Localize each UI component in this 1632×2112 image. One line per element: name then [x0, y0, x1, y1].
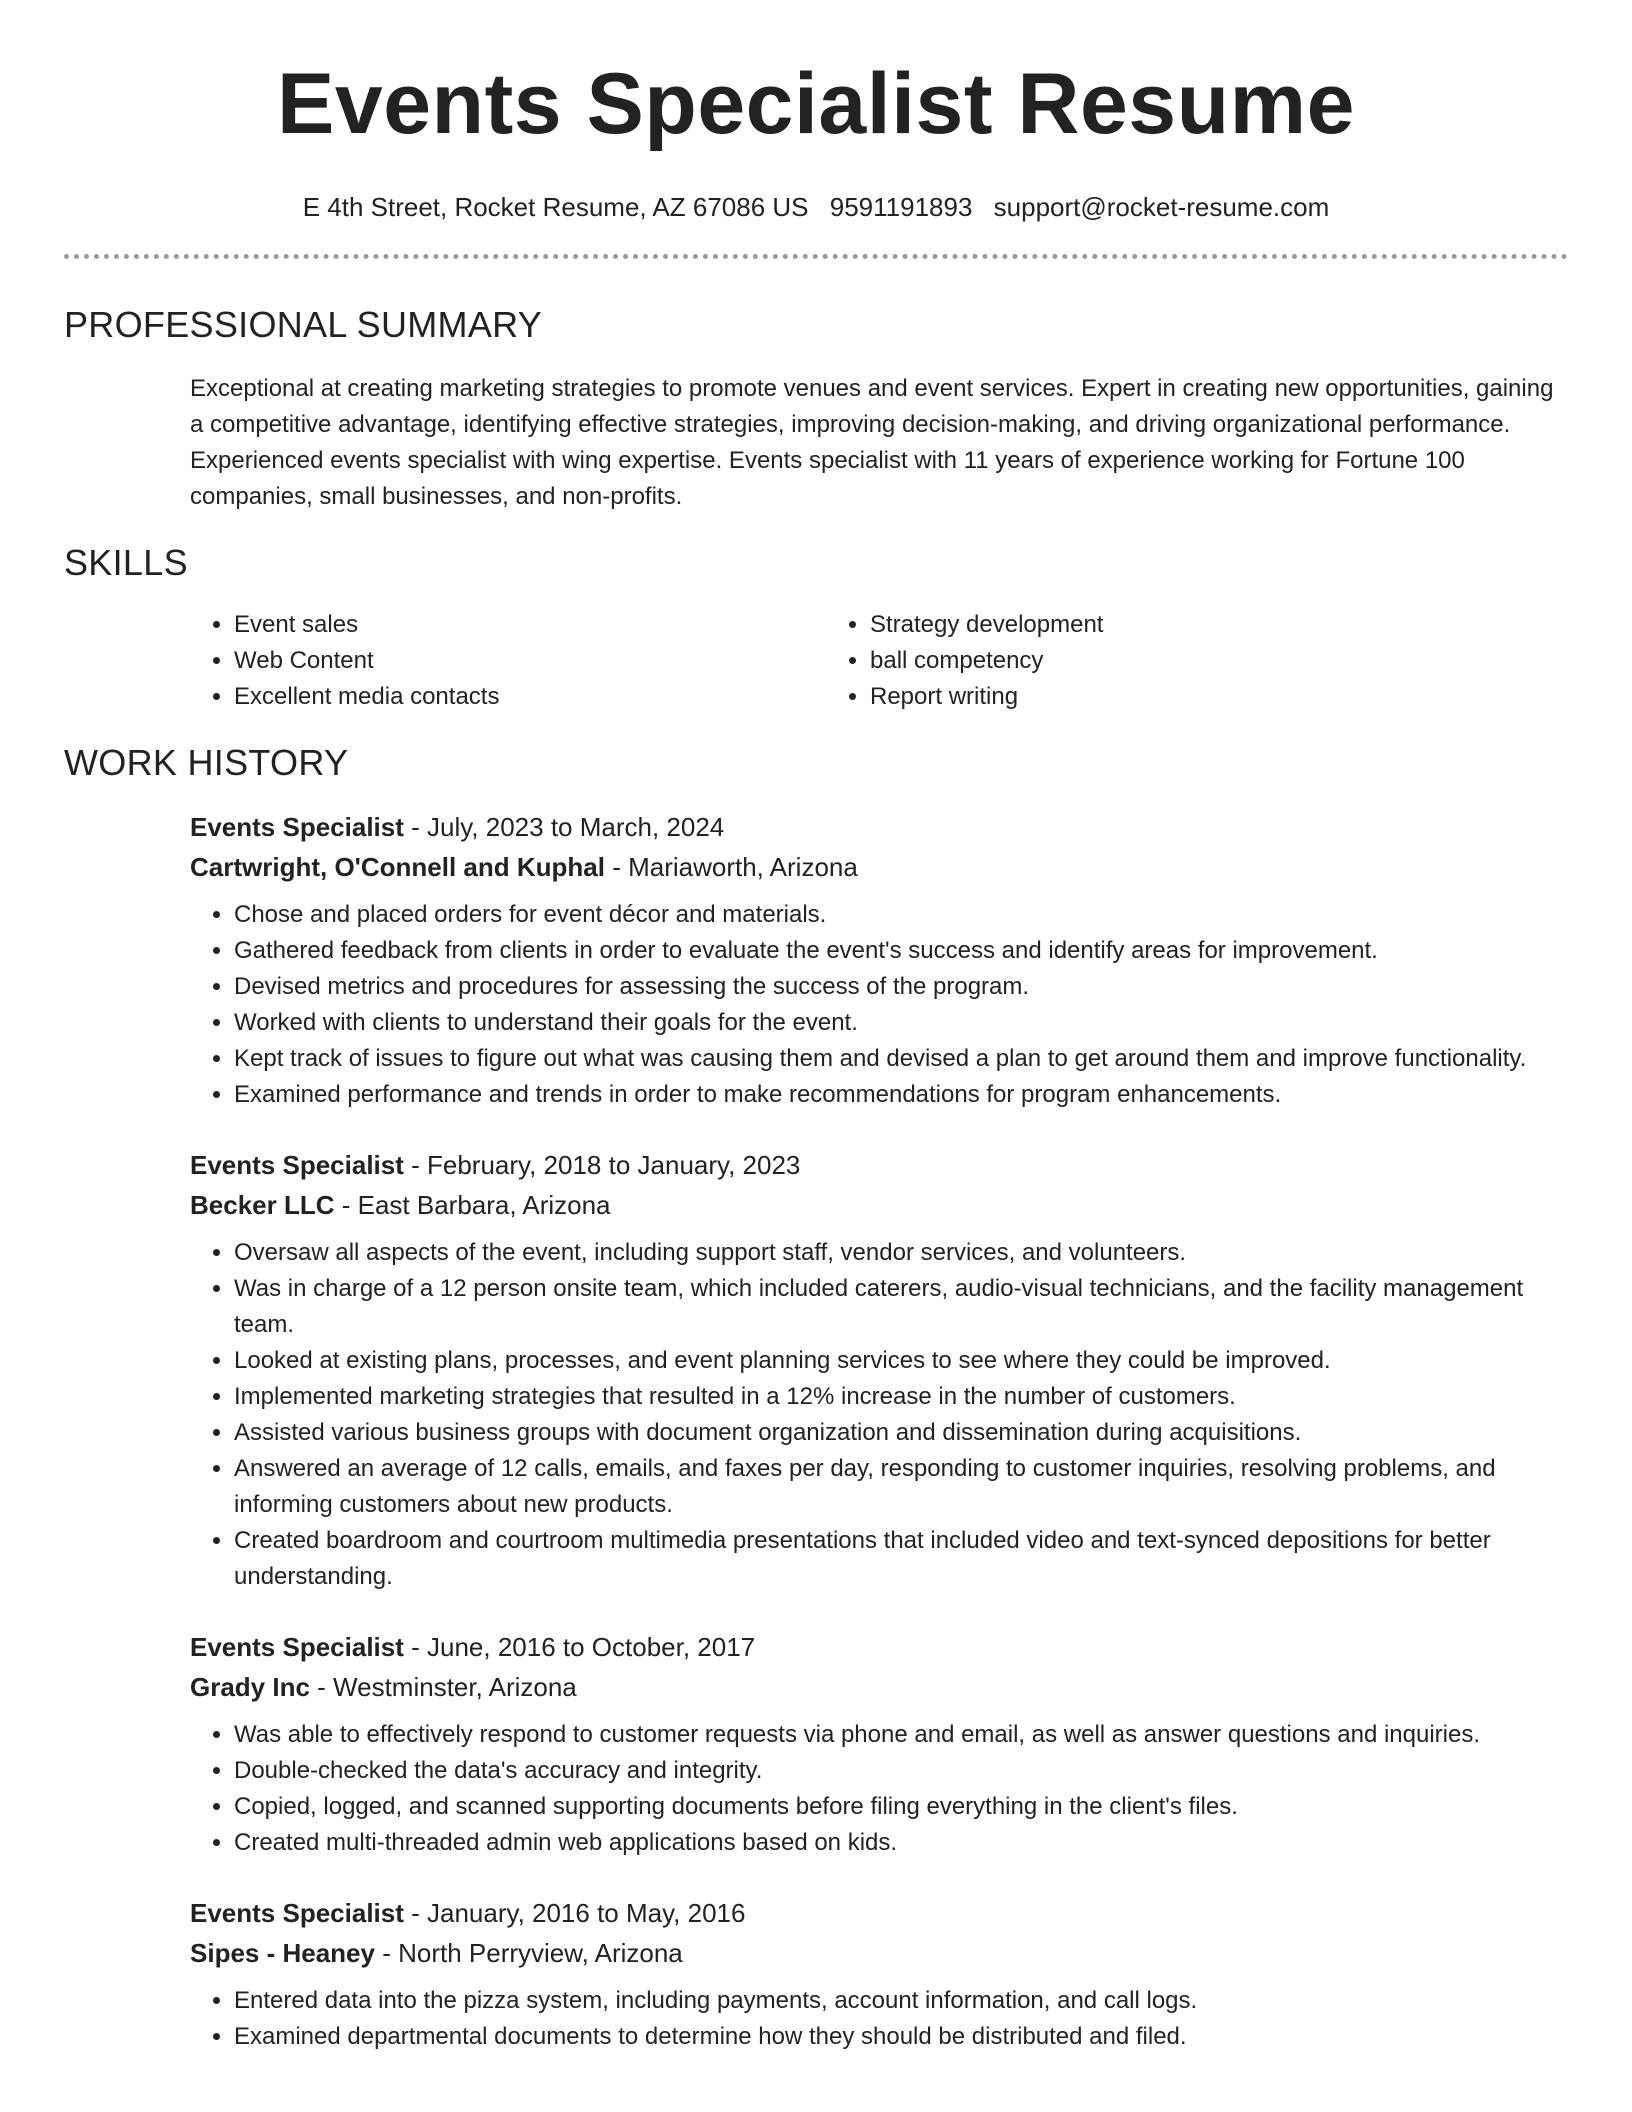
contact-line: [64, 190, 1568, 224]
job-bullet: • Worked with clients to understand their goals for the event.: [234, 1005, 1568, 1041]
section-title-skills: SKILLS: [64, 542, 188, 583]
contact-email: support@rocket-resume.com: [993, 192, 1330, 222]
skill-item: • Web Content: [234, 643, 826, 679]
job-dates: - February, 2018 to January, 2023: [403, 1150, 801, 1180]
contact-address: E 4th Street, Rocket Resume, AZ 67086 US: [302, 192, 809, 222]
job-bullet: • Double-checked the data's accuracy and integrity.: [234, 1753, 1568, 1789]
job-role-line: [190, 1627, 1568, 1667]
job-role: Events Specialist: [190, 812, 404, 842]
job-bullet: • Assisted various business groups with document organization and dissemination during acquisitions.: [234, 1415, 1568, 1451]
job-role-line: [190, 1145, 1568, 1185]
job-dates: - July, 2023 to March, 2024: [403, 812, 725, 842]
job-role: Events Specialist: [190, 1632, 404, 1662]
job-role-line: [190, 1893, 1568, 1933]
job-bullet: • Was able to effectively respond to customer requests via phone and email, as well as answer questions and inquiries.: [234, 1717, 1568, 1753]
job-role: Events Specialist: [190, 1150, 404, 1180]
job-bullet: • Was in charge of a 12 person onsite team, which included caterers, audio-visual technicians, and the facility management team.: [234, 1271, 1568, 1343]
job-bullet: • Kept track of issues to figure out what was causing them and devised a plan to get around them and improve functionality.: [234, 1041, 1568, 1077]
job-location: - North Perryview, Arizona: [374, 1938, 683, 1968]
skill-item: • ball competency: [870, 643, 1103, 679]
job-bullets: [190, 1717, 1568, 1861]
job-bullet: • Answered an average of 12 calls, emails, and faxes per day, responding to customer inquiries, resolving problems, and informing customers about new products.: [234, 1451, 1568, 1523]
job-bullet: • Gathered feedback from clients in order to evaluate the event's success and identify areas for improvement.: [234, 933, 1568, 969]
skill-item: • Event sales: [234, 607, 826, 643]
job-company: Grady Inc: [190, 1672, 310, 1702]
job-company: Becker LLC: [190, 1190, 335, 1220]
job-bullets: [190, 897, 1568, 1113]
job-dates: - January, 2016 to May, 2016: [403, 1898, 746, 1928]
job-bullets: [190, 1235, 1568, 1595]
skills-list-left: [190, 607, 826, 715]
skills-columns: [190, 607, 1568, 715]
skill-item: • Report writing: [870, 679, 1103, 715]
skill-item: • Strategy development: [870, 607, 1103, 643]
summary-text: Exceptional at creating marketing strategies to promote venues and event services. Expert in creating new opportunities, gaining a competitive advantage, identifying effective strategies, improving decision-making, and driving organizational performance. Experienced events specialist with wing expertise. Events specialist with 11 years of experience working for Fortune 100 companies, small businesses, and non-profits.: [190, 375, 1554, 510]
job-company-line: [190, 847, 1568, 887]
job-company: Sipes - Heaney: [190, 1938, 375, 1968]
job-location: - Westminster, Arizona: [309, 1672, 577, 1702]
job-company-line: [190, 1185, 1568, 1225]
resume-title: Events Specialist Resume: [277, 56, 1355, 152]
job-bullet: • Created boardroom and courtroom multimedia presentations that included video and text-synced depositions for better understanding.: [234, 1523, 1568, 1595]
job-bullets: [190, 1983, 1568, 2055]
job-company-line: [190, 1667, 1568, 1707]
job-bullet: • Chose and placed orders for event décor and materials.: [234, 897, 1568, 933]
job-bullet: • Devised metrics and procedures for assessing the success of the program.: [234, 969, 1568, 1005]
job-location: - Mariaworth, Arizona: [604, 852, 858, 882]
job-company-line: [190, 1933, 1568, 1973]
job-bullet: • Examined departmental documents to determine how they should be distributed and filed.: [234, 2019, 1568, 2055]
job-entry: [190, 1893, 1568, 2055]
skills-list-right: [826, 607, 1103, 715]
header-divider: [64, 254, 1568, 259]
job-bullet: • Examined performance and trends in order to make recommendations for program enhancements.: [234, 1077, 1568, 1113]
skill-item: • Excellent media contacts: [234, 679, 826, 715]
job-location: - East Barbara, Arizona: [334, 1190, 611, 1220]
job-company: Cartwright, O'Connell and Kuphal: [190, 852, 605, 882]
section-title-work-history: WORK HISTORY: [64, 742, 349, 783]
job-bullet: • Looked at existing plans, processes, and event planning services to see where they could be improved.: [234, 1343, 1568, 1379]
job-entry: [190, 1627, 1568, 1861]
job-bullet: • Implemented marketing strategies that resulted in a 12% increase in the number of customers.: [234, 1379, 1568, 1415]
job-bullet: • Copied, logged, and scanned supporting documents before filing everything in the client's files.: [234, 1789, 1568, 1825]
job-bullet: • Oversaw all aspects of the event, including support staff, vendor services, and volunteers.: [234, 1235, 1568, 1271]
job-dates: - June, 2016 to October, 2017: [403, 1632, 756, 1662]
job-role-line: [190, 807, 1568, 847]
job-entry: [190, 807, 1568, 1113]
job-role: Events Specialist: [190, 1898, 404, 1928]
job-bullet: • Created multi-threaded admin web applications based on kids.: [234, 1825, 1568, 1861]
job-bullet: • Entered data into the pizza system, including payments, account information, and call logs.: [234, 1983, 1568, 2019]
job-entry: [190, 1145, 1568, 1595]
section-title-summary: PROFESSIONAL SUMMARY: [64, 304, 543, 345]
contact-phone: 9591191893: [829, 192, 973, 222]
